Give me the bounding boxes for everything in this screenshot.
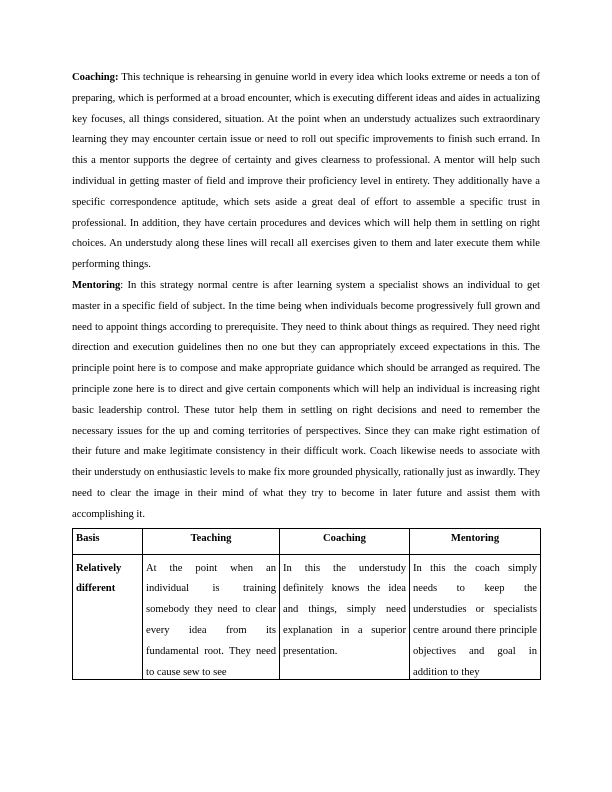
table-header-row <box>73 528 541 554</box>
coaching-text: This technique is rehearsing in genuine world in every idea which looks extreme or needs a ton of preparing, which is performed at a broad encounter, which is executing different ideas and aides in actualizing key focuses, all things considered, situation. At the point when an understudy actualizes such extraordinary learning they may encounter certain issue or need to roll out specific improvements to finish such errand. In this a mentor supports the degree of certainty and gives clearness to professional. A mentor will help such individual in getting master of field and improve their proficiency level in entirety. They additionally have a specific correspondence aptitude, which sets aside a great deal of effort to assemble a specific trust in professional. In addition, they have certain procedures and devices which will help them in settling on right choices. An understudy along these lines will recall all exercises given to them and later execute them while performing things. <box>72 72 540 271</box>
mentoring-heading: Mentoring <box>72 279 121 291</box>
document-page <box>72 68 540 680</box>
comparison-table <box>72 528 541 680</box>
coaching-paragraph <box>72 68 540 276</box>
row-teaching <box>143 554 280 679</box>
header-basis: Basis <box>73 528 143 554</box>
table-row <box>73 554 541 679</box>
header-teaching: Teaching <box>143 528 280 554</box>
row-basis <box>73 554 143 679</box>
header-mentoring: Mentoring <box>410 528 541 554</box>
coaching-heading: Coaching: <box>72 72 119 83</box>
row-coaching <box>280 554 410 679</box>
row-coaching-text: In this the understudy definitely knows the idea and things, simply need explanation in a superior presentation. <box>283 562 406 657</box>
row-teaching-text: At the point when an individual is training somebody they need to clear every idea from its fundamental root. They need to cause sew to see <box>146 562 276 678</box>
row-mentoring-text: In this the coach simply needs to keep the understudies or specialists centre around there principle objectives and goal in addition to they <box>413 562 537 678</box>
row-basis-text: Relatively different <box>76 562 122 595</box>
header-coaching: Coaching <box>280 528 410 554</box>
mentoring-text: : In this strategy normal centre is after learning system a specialist shows an individual to get master in a specific field of subject. In the time being when individuals become progressively full grown and need to appoint things according to prerequisite. They need to think about things as required. They need right direction and execution guidelines then no one but they can appropriately exceed expectations in this. The principle point here is to compose and make appropriate guidance which should be arranged as required. The principle zone here is to direct and give certain components which will help an individual is increasing right basic leadership control. These tutor help them in settling on right decisions and need to remember the necessary issues for the up and coming territories of perspectives. Since they can make right estimation of their future and make legitimate consistency in their difficult work. Coach likewise needs to associate with their understudy on enthusiastic levels to make fix more grounded physically, rationally just as inwardly. They need to clear the image in their mind of what they try to become in later future and assist them with accomplishing it. <box>72 279 540 520</box>
row-mentoring <box>410 554 541 679</box>
mentoring-paragraph <box>72 276 540 526</box>
